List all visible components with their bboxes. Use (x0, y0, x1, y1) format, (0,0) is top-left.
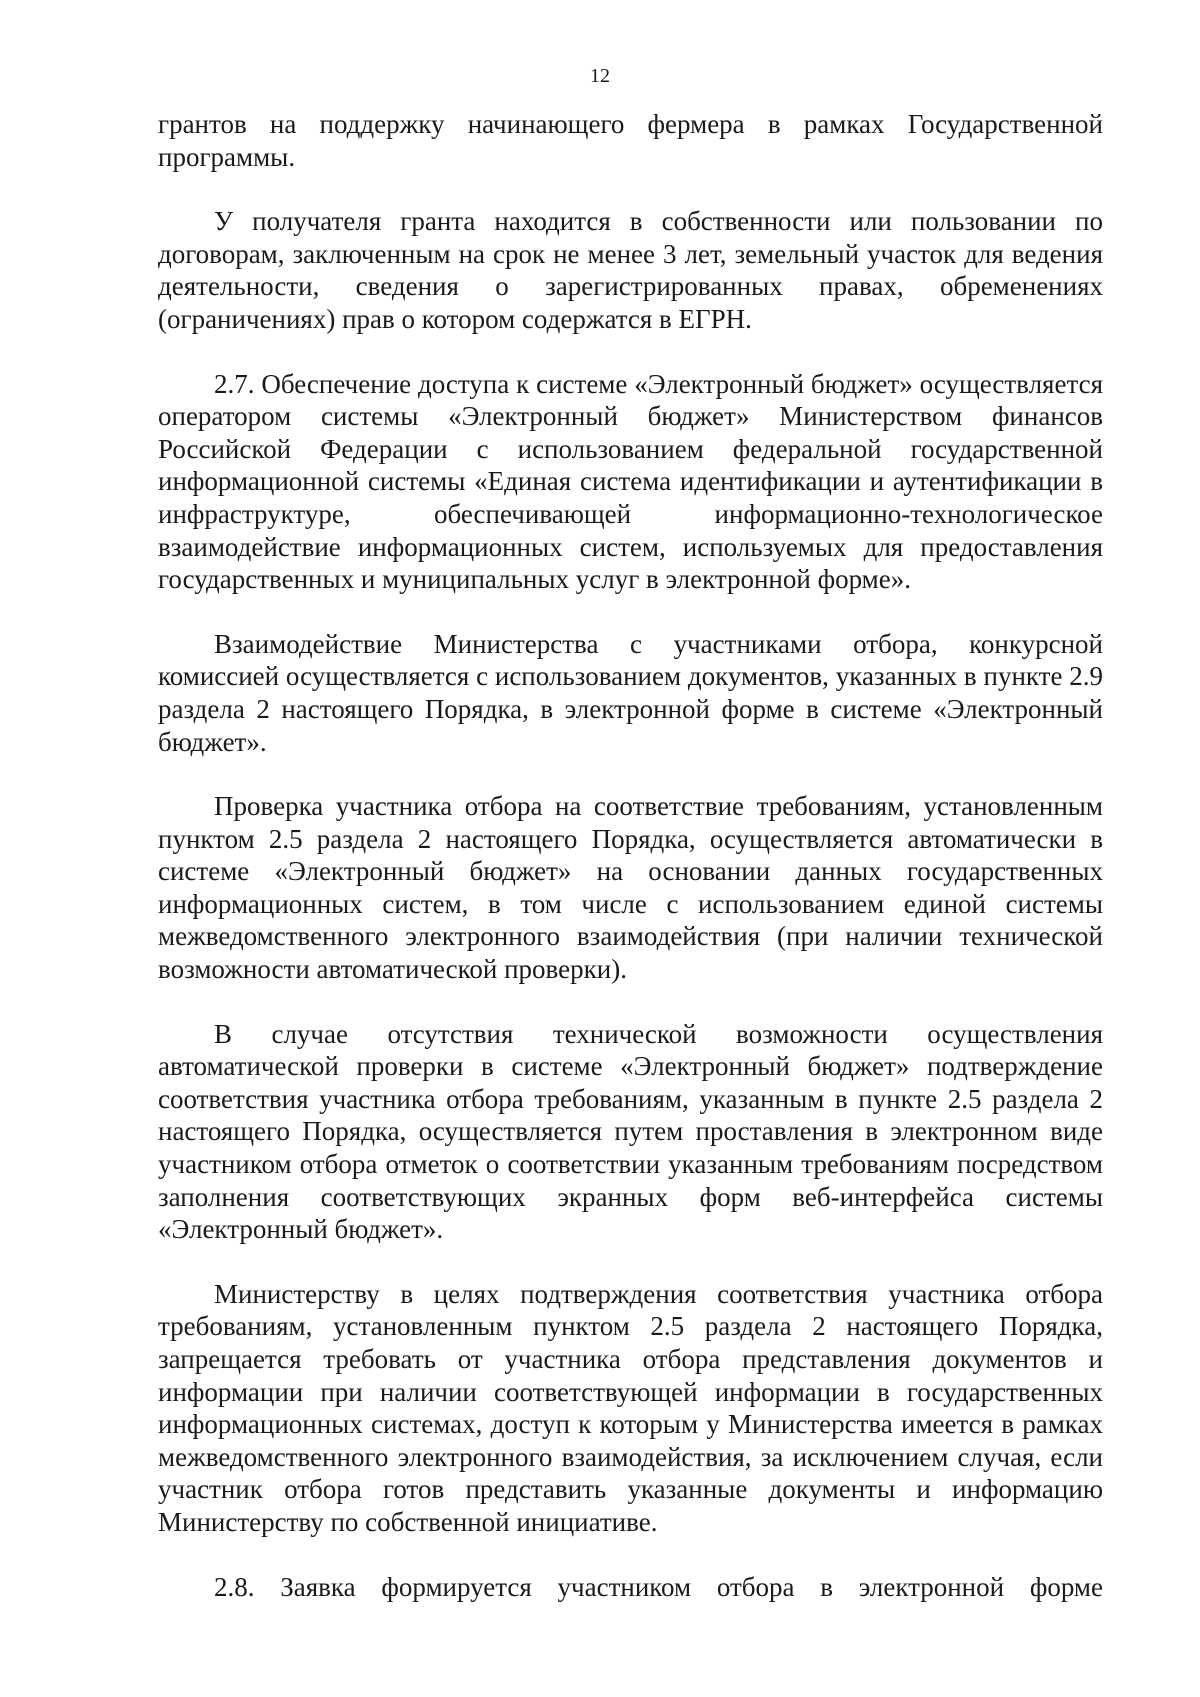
paragraph-document-request-prohibition: Министерству в целях подтверждения соответствия участника отбора требованиям, установленным пунктом 2.5 раздела 2 настоящего Порядка, запрещается требовать от участника отбора представления документов и информации при наличии соответствующей информации в государственных информационных системах, доступ к которым у Министерства имеется в рамках межведомственного электронного взаимодействия, за исключением случая, если участник отбора готов представить указанные документы и информацию Министерству по собственной инициативе. (158, 1278, 1103, 1537)
paragraph-grant-programme-continuation: грантов на поддержку начинающего фермера в рамках Государственной программы. (158, 109, 1103, 172)
paragraph-2-8-application: 2.8. Заявка формируется участником отбора в электронной форме (214, 1571, 1103, 1602)
paragraph-land-plot: У получателя гранта находится в собственности или пользовании по договорам, заключенным на срок не менее 3 лет, земельный участок для ведения деятельности, сведения о зарегистрированных правах, обременениях (ограничениях) прав о котором содержатся в ЕГРН. (158, 206, 1103, 334)
paragraph-ministry-interaction: Взаимодействие Министерства с участниками отбора, конкурсной комиссией осуществляется с использованием документов, указанных в пункте 2.9 раздела 2 настоящего Порядка, в электронной форме в системе «Электронный бюджет». (158, 628, 1103, 757)
document-body (158, 108, 1103, 1603)
paragraph-manual-confirmation: В случае отсутствия технической возможности осуществления автоматической проверки в системе «Электронный бюджет» подтверждение соответствия участника отбора требованиям, указанным в пункте 2.5 раздела 2 настоящего Порядка, осуществляется путем проставления в электронном виде участником отбора отметок о соответствии указанным требованиям посредством заполнения соответствующих экранных форм веб-интерфейса системы «Электронный бюджет». (158, 1018, 1103, 1245)
paragraph-participant-verification: Проверка участника отбора на соответствие требованиям, установленным пунктом 2.5 раздела 2 настоящего Порядка, осуществляется автоматически в системе «Электронный бюджет» на основании данных государственных информационных систем, в том числе с использованием единой системы межведомственного электронного взаимодействия (при наличии технической возможности автоматической проверки). (158, 791, 1103, 985)
page-number: 12 (590, 65, 610, 87)
paragraph-2-7-electronic-budget-access: 2.7. Обеспечение доступа к системе «Электронный бюджет» осуществляется оператором системы «Электронный бюджет» Министерством финансов Российской Федерации с использованием федеральной государственной информационной системы «Единая система идентификации и аутентификации в инфраструктуре, обеспечивающей информационно-технологическое взаимодействие информационных систем, используемых для предоставления государственных и муниципальных услуг в электронной форме». (158, 368, 1103, 595)
